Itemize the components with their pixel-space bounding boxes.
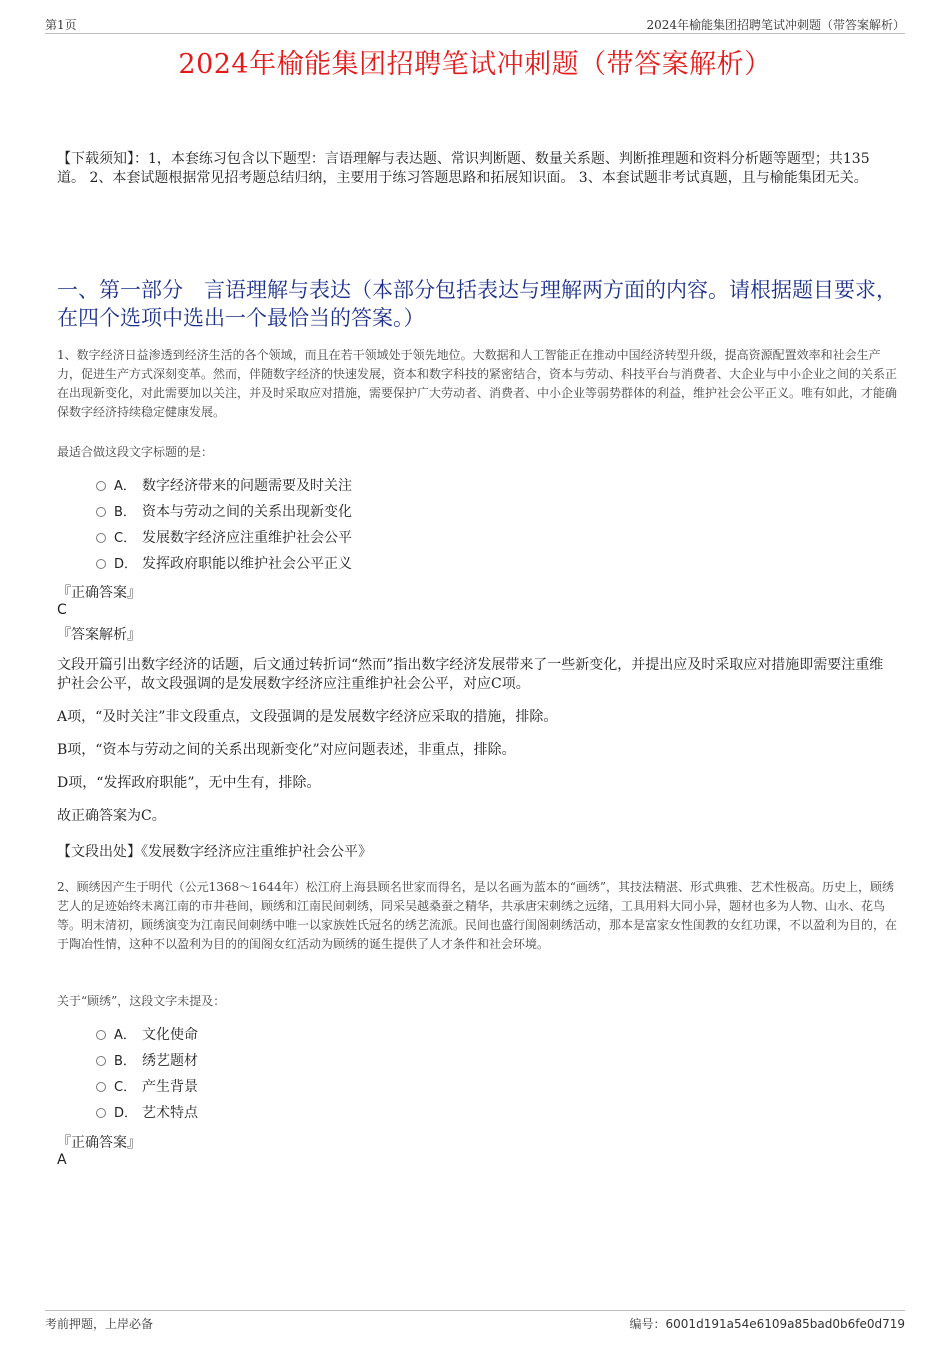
q2-answer-label: 『正确答案』 [57,1135,141,1151]
q1-answer-label: 『正确答案』 [57,585,141,601]
q1-analysis-paragraph: D项，“发挥政府职能”，无中生有，排除。 [57,775,321,791]
running-title: 2024年榆能集团招聘笔试冲刺题（带答案解析） [646,18,905,32]
question-2-prompt: 关于“顾绣”，这段文字未提及： [57,994,226,1008]
footer-code: 编号：6001d191a54e6109a85bad0b6fe0d719 [629,1317,905,1331]
header-divider [45,33,905,34]
question-1-prompt: 最适合做这段文字标题的是： [57,445,214,459]
radio-icon[interactable] [96,481,106,491]
radio-icon[interactable] [96,1082,106,1092]
q1-analysis-label: 『答案解析』 [57,627,141,643]
radio-icon[interactable] [96,507,106,517]
q2-option-d[interactable]: D． 艺术特点 [96,1103,198,1123]
radio-icon[interactable] [96,559,106,569]
radio-icon[interactable] [96,533,106,543]
q1-analysis-paragraph: 故正确答案为C。 [57,808,166,824]
q2-option-a[interactable]: A． 文化使命 [96,1025,198,1045]
footer-divider [45,1310,905,1311]
q2-answer: A [57,1152,67,1168]
q1-analysis-paragraph: B项，“资本与劳动之间的关系出现新变化”对应问题表述，非重点，排除。 [57,742,516,758]
question-1-text: 1、数字经济日益渗透到经济生活的各个领域，而且在若干领域处于领先地位。大数据和人工智能正在推动中国经济转型升级，提高资源配置效率和社会生产力，促进生产方式深刻变革。然而，伴随数字经济的快速发展，资本和数字科技的紧密结合，资本与劳动、科技平台与消费者、大企业与中小企业之间的关系正在出现新变化，对此需要加以关注，并及时采取应对措施，需要保护广大劳动者、消费者、中小企业等弱势群体的利益，维护社会公平正义。唯有如此，才能确保数字经济持续稳定健康发展。 [57,348,898,419]
q2-option-b[interactable]: B． 绣艺题材 [96,1051,198,1071]
radio-icon[interactable] [96,1056,106,1066]
q1-source: 【文段出处】《发展数字经济应注重维护社会公平》 [57,844,372,860]
page-number: 第1页 [45,18,77,32]
radio-icon[interactable] [96,1030,106,1040]
question-2-text: 2、顾绣因产生于明代（公元1368～1644年）松江府上海县顾名世家而得名，是以名画为蓝本的“画绣”，其技法精湛、形式典雅、艺术性极高。历史上，顾绣艺人的足迹始终未离江南的市井巷间，顾绣和江南民间刺绣，同采吴越桑蚕之精华，共承唐宋刺绣之远绪，工具用料大同小异，题材也多为人物、山水、花鸟等。明末清初，顾绣演变为江南民间刺绣中唯一以家族姓氏冠名的绣艺流派。民间也盛行闺阁刺绣活动，那本是富家女性闺教的女红功课，不以盈利为目的，在于陶冶性情，这种不以盈利为目的的闺阁女红活动为顾绣的诞生提供了人才条件和社会环境。 [57,880,898,951]
q1-analysis-paragraph: 文段开篇引出数字经济的话题，后文通过转折词“然而”指出数字经济发展带来了一些新变化，并提出应及时采取应对措施即需要注重维护社会公平，故文段强调的是发展数字经济应注重维护社会公平，对应C项。 [57,657,884,692]
document-title: 2024年榆能集团招聘笔试冲刺题（带答案解析） [178,49,772,80]
download-notice: 【下载须知】：1，本套练习包含以下题型：言语理解与表达题、常识判断题、数量关系题、判断推理题和资料分析题等题型；共135道。 2、本套试题根据常见招考题总结归纳，主要用于练习答题思路和拓展知识面。 3、本套试题非考试真题，且与榆能集团无关。 [57,151,870,186]
q2-option-c[interactable]: C． 产生背景 [96,1077,198,1097]
q1-option-a[interactable]: A． 数字经济带来的问题需要及时关注 [96,476,352,496]
footer-slogan: 考前押题，上岸必备 [45,1317,154,1331]
radio-icon[interactable] [96,1108,106,1118]
q1-analysis-paragraph: A项，“及时关注”非文段重点，文段强调的是发展数字经济应采取的措施，排除。 [57,709,558,725]
q1-answer: C [57,602,67,618]
q1-option-d[interactable]: D． 发挥政府职能以维护社会公平正义 [96,554,352,574]
section-heading: 一、第一部分 言语理解与表达（本部分包括表达与理解两方面的内容。请根据题目要求，在四个选项中选出一个最恰当的答案。） [57,278,897,330]
q1-option-b[interactable]: B． 资本与劳动之间的关系出现新变化 [96,502,352,522]
q1-option-c[interactable]: C． 发展数字经济应注重维护社会公平 [96,528,352,548]
